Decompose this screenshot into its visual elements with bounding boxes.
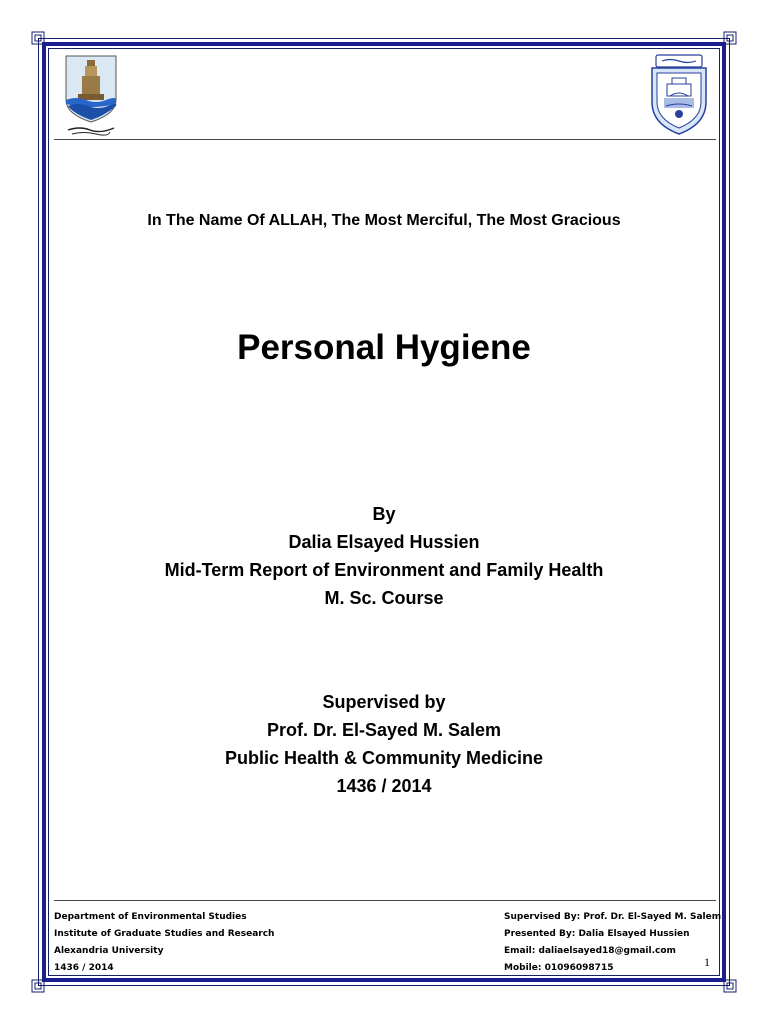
footer-email: Email: daliaelsayed18@gmail.com	[504, 946, 676, 956]
footer-institution	[54, 909, 274, 977]
footer-supervised-by: Supervised By: Prof. Dr. El-Sayed M. Salem	[504, 912, 722, 922]
author-name: Dalia Elsayed Hussien	[288, 532, 480, 552]
footer-year: 1436 / 2014	[54, 963, 114, 973]
academic-year: 1436 / 2014	[336, 776, 432, 796]
by-label: By	[372, 504, 396, 524]
lighthouse-emblem-icon	[60, 52, 122, 138]
supervision-block	[0, 688, 768, 800]
corner-ornament-bottom-right	[723, 979, 737, 993]
corner-ornament-top-left	[31, 31, 45, 45]
supervisor-name: Prof. Dr. El-Sayed M. Salem	[266, 720, 502, 740]
footer-university: Alexandria University	[54, 946, 164, 956]
header-divider	[54, 139, 716, 140]
footer-contact	[504, 909, 721, 977]
corner-ornament-bottom-left	[31, 979, 45, 993]
footer-mobile: Mobile: 01096098715	[504, 963, 614, 973]
author-block	[0, 500, 768, 612]
footer-divider	[54, 900, 716, 901]
footer-institute: Institute of Graduate Studies and Research	[54, 929, 275, 939]
supervisor-department: Public Health & Community Medicine	[224, 748, 544, 768]
supervised-by-label: Supervised by	[322, 692, 446, 712]
footer-presented-by: Presented By: Dalia Elsayed Hussien	[504, 929, 690, 939]
page-title: Personal Hygiene	[237, 328, 531, 367]
corner-ornament-top-right	[723, 31, 737, 45]
report-title: Mid-Term Report of Environment and Family Health	[164, 560, 604, 580]
course-name: M. Sc. Course	[324, 588, 444, 608]
footer-department: Department of Environmental Studies	[54, 912, 247, 922]
university-crest-icon	[646, 52, 712, 138]
page-number: 1	[704, 955, 710, 969]
basmala-line: In The Name Of ALLAH, The Most Merciful, The Most Gracious	[147, 212, 621, 229]
